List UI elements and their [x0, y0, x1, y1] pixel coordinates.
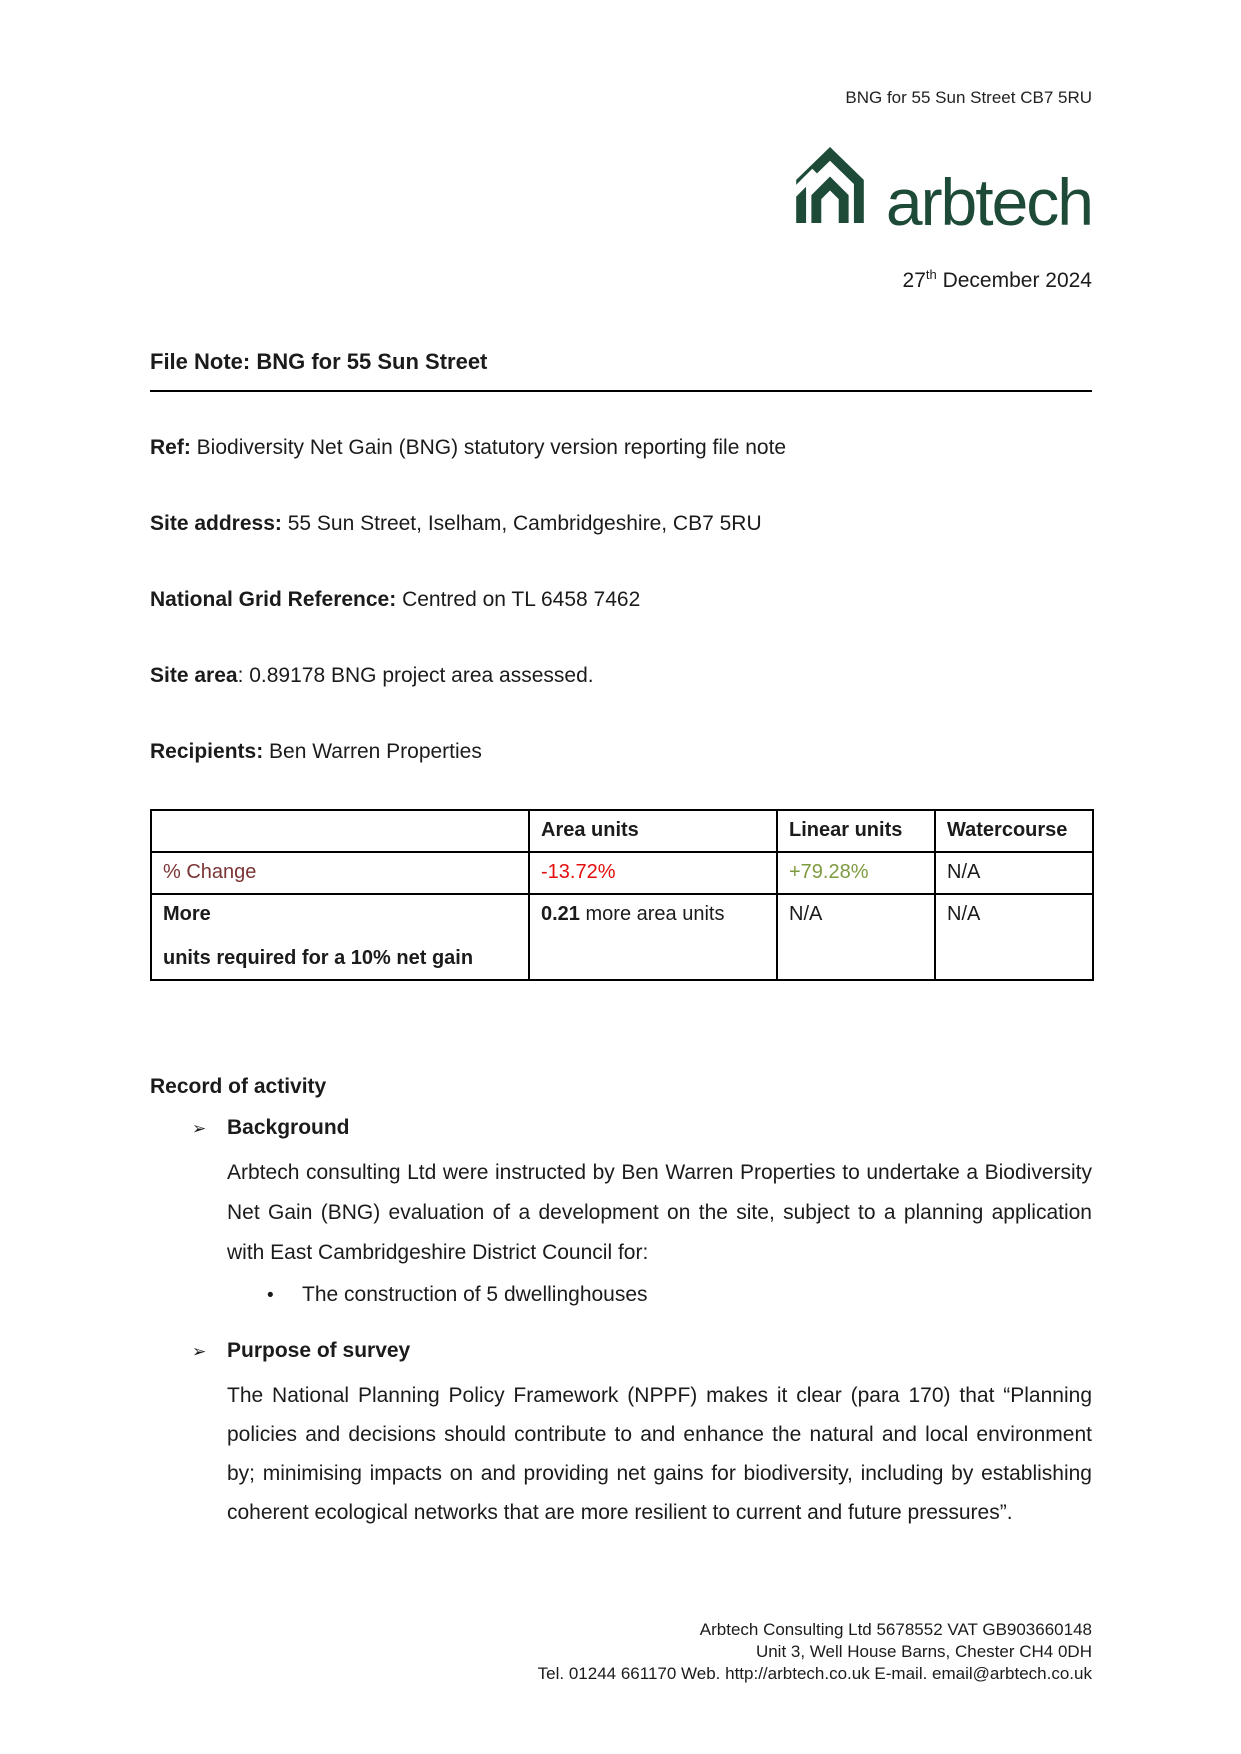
grid-reference-label: National Grid Reference:	[150, 588, 397, 611]
recipients-line	[150, 738, 1092, 765]
watercourse-change: N/A	[935, 852, 1093, 894]
ref-label: Ref:	[150, 436, 191, 459]
dot-bullet-icon: •	[267, 1285, 274, 1306]
site-area-line	[150, 662, 1092, 689]
background-sub-text: The construction of 5 dwellinghouses	[302, 1283, 648, 1306]
purpose-title: Purpose of survey	[227, 1339, 411, 1362]
site-area-value: : 0.89178 BNG project area assessed.	[237, 664, 594, 687]
table-header-empty	[151, 810, 529, 852]
area-units-required-suffix: more area units	[579, 903, 725, 925]
document-date	[150, 261, 1092, 294]
table-row-percent-change	[151, 852, 1093, 894]
area-units-required	[529, 894, 777, 980]
percent-change-label: % Change	[151, 852, 529, 894]
header-doc-ref: BNG for 55 Sun Street CB7 5RU	[845, 88, 1092, 107]
arbtech-logo	[150, 144, 1092, 239]
site-area-label: Site area	[150, 664, 238, 687]
grid-reference-line	[150, 586, 1092, 613]
date-rest: December 2024	[936, 269, 1092, 292]
linear-units-required: N/A	[777, 894, 935, 980]
area-units-required-value: 0.21	[541, 903, 580, 925]
page-footer	[150, 1619, 1092, 1685]
background-body: Arbtech consulting Ltd were instructed by Ben Warren Properties to undertake a Biodiversity Net Gain (BNG) evaluation of a development on the site, subject to a planning application with East Cambridgeshire District Council for:	[227, 1161, 1092, 1264]
site-address-label: Site address:	[150, 512, 282, 535]
purpose-body: The National Planning Policy Framework (NPPF) makes it clear (para 170) that “Planning policies and decisions should contribute to and enhance the natural and local environment by; minimising impacts on and providing net gains for biodiversity, including by establishing coherent ecological networks that are more resilient to current and future pressures”.	[227, 1384, 1092, 1524]
ref-value: Biodiversity Net Gain (BNG) statutory version reporting file note	[190, 436, 787, 459]
background-title: Background	[227, 1116, 350, 1139]
arbtech-wordmark: arbtech	[885, 165, 1092, 239]
recipients-label: Recipients:	[150, 740, 264, 763]
arbtech-house-icon	[792, 144, 868, 223]
arrow-bullet-icon: ➢	[192, 1119, 207, 1138]
date-ordinal: th	[925, 267, 937, 282]
arrow-bullet-icon: ➢	[192, 1342, 207, 1361]
page-title: File Note: BNG for 55 Sun Street	[150, 348, 1092, 392]
units-required-label	[151, 894, 529, 980]
table-header-linear-units: Linear units	[777, 810, 935, 852]
grid-reference-value: Centred on TL 6458 7462	[396, 588, 641, 611]
record-item-background	[192, 1114, 1092, 1141]
table-header-watercourse: Watercourse	[935, 810, 1093, 852]
units-required-label-line1: More	[163, 903, 211, 925]
bng-summary-table	[150, 809, 1094, 981]
background-sub-item	[267, 1281, 1092, 1309]
footer-address-line: Unit 3, Well House Barns, Chester CH4 0DH	[755, 1642, 1092, 1661]
ref-line	[150, 434, 1092, 461]
site-address-value: 55 Sun Street, Iselham, Cambridgeshire, CB7 5RU	[281, 512, 762, 535]
site-address-line	[150, 510, 1092, 537]
record-item-purpose	[192, 1337, 1092, 1364]
footer-company-line: Arbtech Consulting Ltd 5678552 VAT GB903660148	[699, 1620, 1092, 1639]
recipients-value: Ben Warren Properties	[263, 740, 482, 763]
table-header-area-units: Area units	[529, 810, 777, 852]
footer-contact-line: Tel. 01244 661170 Web. http://arbtech.co.uk E-mail. email@arbtech.co.uk	[537, 1664, 1092, 1683]
date-day: 27	[902, 269, 926, 292]
page-content	[0, 88, 1241, 1532]
table-header-row	[151, 810, 1093, 852]
record-of-activity-heading: Record of activity	[150, 1075, 327, 1098]
linear-units-change: +79.28%	[777, 852, 935, 894]
table-row-units-required	[151, 894, 1093, 980]
watercourse-units-required: N/A	[935, 894, 1093, 980]
area-units-change: -13.72%	[529, 852, 777, 894]
units-required-label-line2: units required for a 10% net gain	[163, 947, 474, 969]
